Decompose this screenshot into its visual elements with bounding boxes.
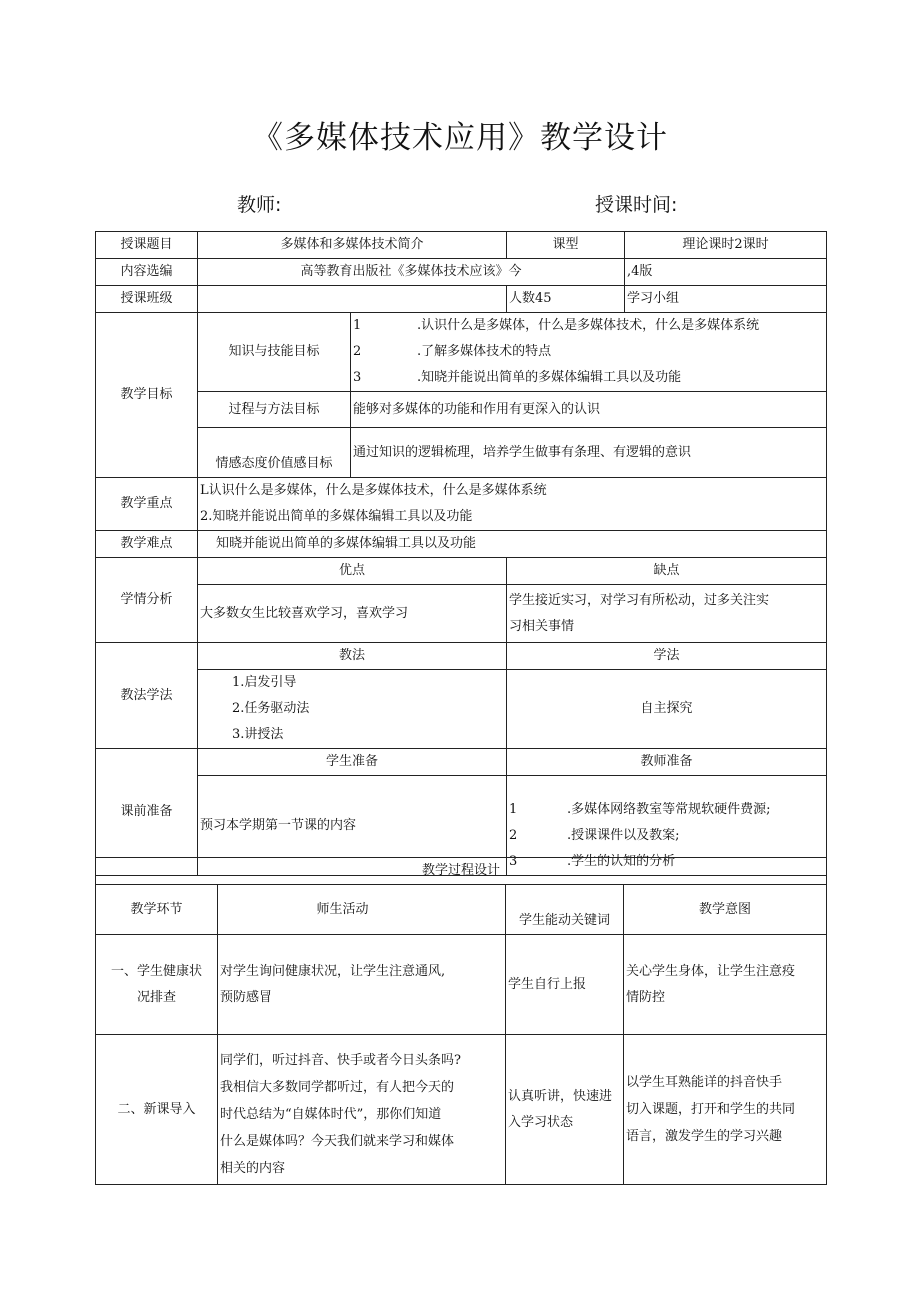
stage-line: 况排查: [136, 989, 176, 1005]
teacher-prep-header: 教师准备: [507, 749, 827, 776]
activity-line: 预防感冒: [220, 989, 273, 1005]
keyword-header: 学生能动关键词: [506, 885, 624, 935]
knowledge-label: 知识与技能目标: [198, 313, 351, 392]
item-number: 3: [509, 854, 518, 869]
keyword-line: 入学习状态: [508, 1114, 574, 1130]
analysis-label: 学情分析: [96, 558, 198, 643]
difficulty-row: [96, 531, 827, 558]
key-point-line: 2.知晓并能说出简单的多媒体编辑工具以及功能: [200, 509, 473, 524]
methods-header-row: [96, 643, 827, 670]
intent-header: 教学意图: [624, 885, 827, 935]
prep-label: 课前准备: [96, 749, 198, 876]
process-header-row: [96, 885, 827, 935]
key-point-line: L认识什么是多媒体，什么是多媒体技术，什么是多媒体系统: [200, 483, 547, 498]
cons-header: 缺点: [507, 558, 827, 585]
content-label: 内容选编: [96, 259, 198, 286]
keyword-cell: 学生自行上报: [506, 935, 624, 1035]
key-points-content: [198, 478, 827, 531]
topic-value: 多媒体和多媒体技术简介: [198, 232, 507, 259]
cons-line: 习相关事情: [509, 618, 575, 634]
stage-line: 一、学生健康状: [110, 963, 202, 979]
lesson-info-table: [95, 231, 827, 876]
activity-line: 我相信大多数同学都听过，有人把今天的: [220, 1080, 455, 1095]
difficulty-label: 教学难点: [96, 531, 198, 558]
emotion-row: [96, 428, 827, 478]
teach-list: [198, 670, 507, 749]
item-text: .学生的认知的分析: [567, 854, 676, 869]
intent-line: 以学生耳熟能详的抖音快手: [626, 1075, 783, 1090]
knowledge-item: [353, 313, 824, 339]
item-text: .认识什么是多媒体，什么是多媒体技术，什么是多媒体系统: [417, 318, 760, 333]
activity-line: 相关的内容: [220, 1161, 286, 1176]
type-value: 理论课时2课时: [625, 232, 827, 259]
learn-text: 自主探究: [507, 670, 827, 749]
process-text: 能够对多媒体的功能和作用有更深入的认识: [351, 392, 827, 428]
teacher-prep-item: [509, 823, 824, 849]
key-points-label: 教学重点: [96, 478, 198, 531]
activity-line: 时代总结为“自媒体时代”，那你们知道: [220, 1107, 442, 1122]
pros-text: 大多数女生比较喜欢学习，喜欢学习: [198, 585, 507, 643]
keyword-line: 认真听讲，快速进: [508, 1088, 613, 1104]
process-label: 过程与方法目标: [198, 392, 351, 428]
intent-line: 语言，激发学生的学习兴趣: [626, 1129, 783, 1144]
process-title-row: [96, 858, 827, 885]
item-text: .知晓并能说出简单的多媒体编辑工具以及功能: [417, 370, 682, 385]
item-number: 1: [509, 802, 518, 817]
intent-cell: [624, 1035, 827, 1185]
analysis-content-row: [96, 585, 827, 643]
topic-row: [96, 232, 827, 259]
item-number: 3: [353, 370, 362, 385]
class-row: [96, 286, 827, 313]
learn-header: 学法: [507, 643, 827, 670]
item-number: 1: [353, 318, 362, 333]
class-value: [198, 286, 507, 313]
objectives-label: 教学目标: [96, 313, 198, 478]
type-label: 课型: [507, 232, 625, 259]
activity-line: 对学生询问健康状况，让学生注意通风,: [220, 963, 446, 979]
intent-line: 情防控: [626, 989, 666, 1005]
stage-header: 教学环节: [96, 885, 218, 935]
activity-line: 什么是媒体吗？今天我们就来学习和媒体: [220, 1134, 455, 1149]
content-value: 高等教育出版社《多媒体技术应该》今: [198, 259, 625, 286]
pros-header: 优点: [198, 558, 507, 585]
activity-cell: [218, 1035, 506, 1185]
content-edition: ,4版: [625, 259, 827, 286]
teach-item: 1.启发引导: [232, 675, 297, 690]
process-table: [95, 857, 827, 1185]
activity-header: 师生活动: [218, 885, 506, 935]
page-title: 《多媒体技术应用》教学设计: [252, 120, 668, 156]
group-value: 学习小组: [625, 286, 827, 313]
student-prep-header: 学生准备: [198, 749, 507, 776]
teacher-prep-item: [509, 797, 824, 823]
intent-line: 关心学生身体，让学生注意疫: [626, 963, 796, 979]
topic-label: 授课题目: [96, 232, 198, 259]
intent-cell: [624, 935, 827, 1035]
process-row: [96, 1035, 827, 1185]
teach-item: 3.讲授法: [232, 727, 284, 742]
item-text: .多媒体网络教室等常规软硬件费源;: [567, 802, 771, 817]
emotion-text: 通过知识的逻辑梳理，培养学生做事有条理、有逻辑的意识: [351, 428, 827, 478]
count-value: 人数45: [507, 286, 625, 313]
student-prep-text: 预习本学期第一节课的内容: [198, 776, 507, 876]
intent-line: 切入课题，打开和学生的共同: [626, 1102, 796, 1117]
teacher-label: 教师:: [237, 194, 282, 216]
stage-cell: [96, 935, 218, 1035]
emotion-label: 情感态度价值感目标: [198, 428, 351, 478]
teach-header: 教法: [198, 643, 507, 670]
cons-content: [507, 585, 827, 643]
knowledge-item: [353, 339, 824, 365]
stage-cell: 二、新课导入: [96, 1035, 218, 1185]
item-text: .授课课件以及教案;: [567, 828, 680, 843]
methods-content-row: [96, 670, 827, 749]
process-row: [96, 935, 827, 1035]
methods-label: 教法学法: [96, 643, 198, 749]
item-number: 2: [509, 828, 518, 843]
cons-line: 学生接近实习，对学习有所松动，过多关注实: [509, 592, 770, 608]
activity-cell: [218, 935, 506, 1035]
item-number: 2: [353, 344, 362, 359]
teach-item: 2.任务驱动法: [232, 701, 310, 716]
knowledge-item: [353, 365, 824, 391]
knowledge-list: [351, 313, 827, 392]
prep-header-row: [96, 749, 827, 776]
key-points-row: [96, 478, 827, 531]
knowledge-row: [96, 313, 827, 392]
difficulty-text: 知晓并能说出简单的多媒体编辑工具以及功能: [198, 531, 827, 558]
content-row: [96, 259, 827, 286]
time-label: 授课时间:: [595, 194, 678, 216]
process-title: 教学过程设计: [96, 858, 827, 885]
analysis-header-row: [96, 558, 827, 585]
process-goal-row: [96, 392, 827, 428]
keyword-cell: [506, 1035, 624, 1185]
class-label: 授课班级: [96, 286, 198, 313]
activity-line: 同学们，听过抖音、快手或者今日头条吗?: [220, 1053, 461, 1068]
item-text: .了解多媒体技术的特点: [417, 344, 552, 359]
